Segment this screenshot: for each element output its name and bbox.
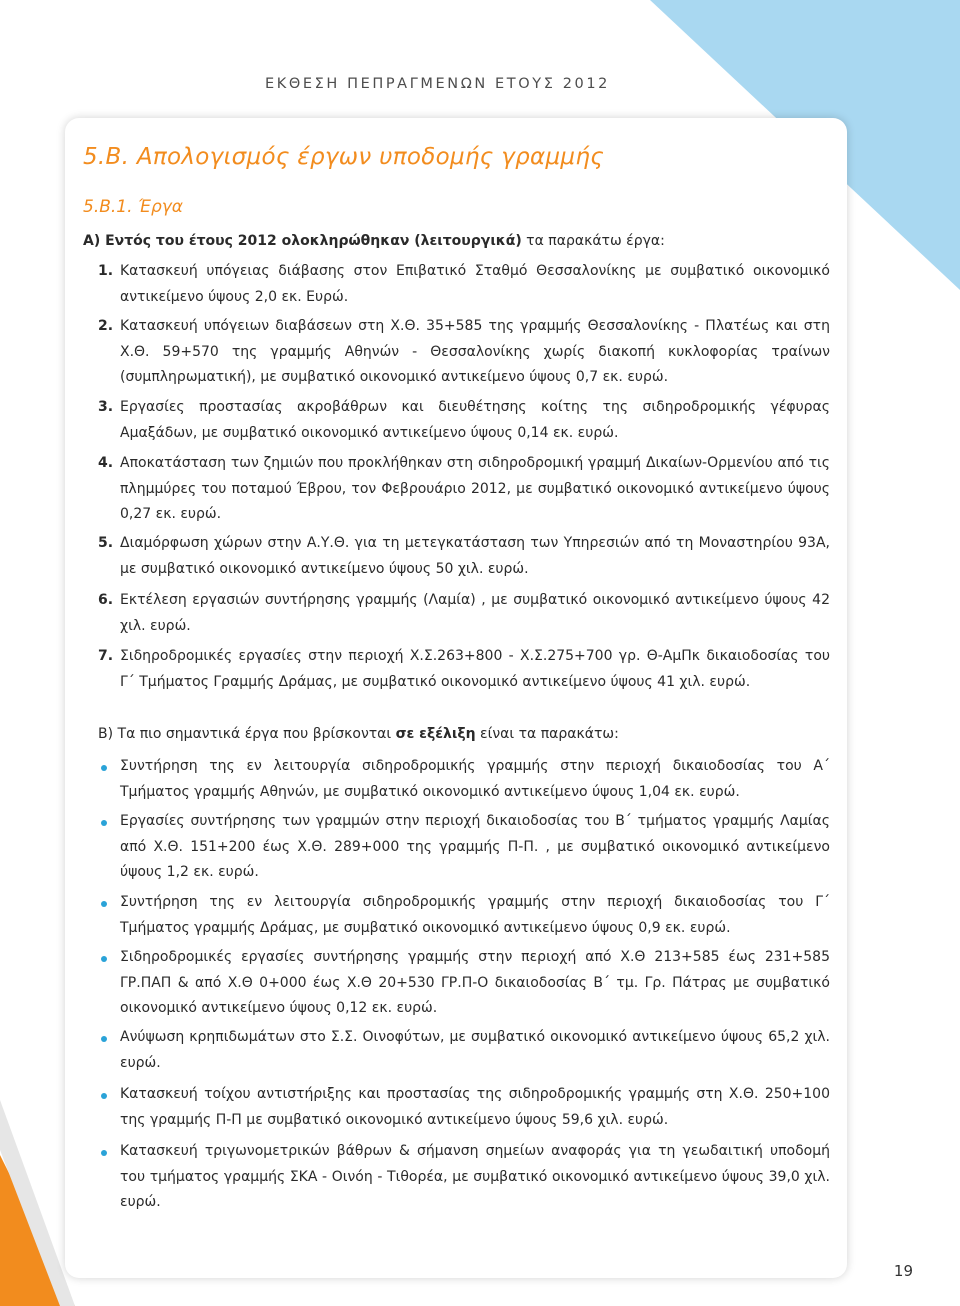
bullet-item: Σιδηροδρομικές εργασίες συντήρησης γραμμής στην περιοχή από Χ.Θ 213+585 έως 231+585 ΓΡ.ΠΑΠ & από Χ.Θ 0+000 έως Χ.Θ 20+530 ΓΡ.Π-Ο δικαιοδοσίας Β΄ τμ. Γρ. Πάτρας με συμβατικό οικονομικό αντικείμενο ύψους 0,12 εκ. ευρώ.	[98, 945, 830, 1022]
part-a-prefix: Α) Εντός του έτους 2012	[83, 233, 282, 249]
part-b-label: Β) Τα πιο σημαντικά έργα που βρίσκονται	[98, 726, 396, 742]
list-item: 2. Κατασκευή υπόγειων διαβάσεων στη Χ.Θ. 35+585 της γραμμής Θεσσαλονίκης - Πλατέως και στη Χ.Θ. 59+570 της γραμμής Αθηνών - Θεσσαλονίκης χωρίς διακοπή κυκλοφορίας τραίνων (συμπληρωματική), με συμβατικό οικονομικό αντικείμενο ύψους 0,7 εκ. ευρώ.	[98, 318, 830, 385]
bullet-item: Εργασίες συντήρησης των γραμμών στην περιοχή δικαιοδοσίας του Β΄ τμήματος γραμμής Λαμίας από Χ.Θ. 151+200 έως Χ.Θ. 289+000 της γραμμής Π-Π. , με συμβατικό οικονομικό αντικείμενο ύψους 1,2 εκ. ευρώ.	[98, 809, 830, 886]
page-number: 19	[893, 1262, 913, 1280]
bullet-item: Ανύψωση κρηπιδωμάτων στο Σ.Σ. Οινοφύτων, με συμβατικό οικονομικό αντικείμενο ύψους 65,2 χιλ. ευρώ.	[98, 1025, 830, 1076]
bullet-dot	[101, 1093, 107, 1099]
bullet-item: Κατασκευή τριγωνομετρικών βάθρων & σήμανση σημείων αναφοράς για τη γεωδαιτική υποδομή του τμήματος γραμμής ΣΚΑ - Οινόη - Τιθορέα, με συμβατικό οικονομικό αντικείμενο ύψους 39,0 χιλ. ευρώ.	[98, 1139, 830, 1216]
part-b-intro	[98, 722, 848, 747]
bullet-dot	[101, 820, 107, 826]
list-item: 7. Σιδηροδρομικές εργασίες στην περιοχή Χ.Σ.263+800 - Χ.Σ.275+700 γρ. Θ-ΑμΠκ δικαιοδοσίας του Γ΄ Τμήματος Γραμμής Δράμας, με συμβατικό οικονομικό αντικείμενο ύψους 41 χιλ. ευρώ.	[98, 648, 830, 690]
list-item: 6. Εκτέλεση εργασιών συντήρησης γραμμής (Λαμία) , με συμβατικό οικονομικό αντικείμενο ύψους 42 χιλ. ευρώ.	[98, 592, 830, 634]
bullet-dot	[101, 1036, 107, 1042]
bullet-dot	[101, 956, 107, 962]
bullet-item: Κατασκευή τοίχου αντιστήριξης και προστασίας της σιδηροδρομικής γραμμής στη Χ.Θ. 250+100 της γραμμής Π-Π με συμβατικό οικονομικό αντικείμενο ύψους 59,6 χιλ. ευρώ.	[98, 1082, 830, 1133]
list-item: 5. Διαμόρφωση χώρων στην Α.Υ.Θ. για τη μετεγκατάσταση των Υπηρεσιών από τη Μοναστηρίου 93Α, με συμβατικό οικονομικό αντικείμενο ύψους 50 χιλ. ευρώ.	[98, 535, 830, 577]
bullet-item: Συντήρηση της εν λειτουργία σιδηροδρομικής γραμμής στην περιοχή δικαιοδοσίας του Α΄ Τμήματος γραμμής Αθηνών, με συμβατικό οικονομικό αντικείμενο ύψους 1,04 εκ. ευρώ.	[98, 754, 830, 805]
list-item: 3. Εργασίες προστασίας ακροβάθρων και διευθέτησης κοίτης της σιδηροδρομικής γέφυρας Αμαξάδων, με συμβατικό οικονομικό αντικείμενο ύψους 0,14 εκ. ευρώ.	[98, 399, 830, 441]
part-a-intro	[83, 229, 833, 254]
part-a-suffix: τα παρακάτω έργα:	[521, 233, 665, 249]
part-b-suffix: είναι τα παρακάτω:	[475, 726, 619, 742]
report-header: ΕΚΘΕΣΗ ΠΕΠΡΑΓΜΕΝΩΝ ΕΤΟΥΣ 2012	[264, 76, 610, 92]
part-a-emphasis: ολοκληρώθηκαν (λειτουργικά)	[281, 233, 522, 249]
bullet-dot	[101, 901, 107, 907]
part-b-emphasis: σε εξέλιξη	[395, 726, 476, 742]
section-subtitle: 5.Β.1. Έργα	[83, 197, 183, 217]
list-item: 4. Αποκατάσταση των ζημιών που προκλήθηκαν στη σιδηροδρομική γραμμή Δικαίων-Ορμενίου από τις πλημμύρες του ποταμού Έβρου, τον Φεβρουάριο 2012, με συμβατικό οικονομικό αντικείμενο ύψους 0,27 εκ. ευρώ.	[98, 455, 830, 522]
bullet-dot	[101, 765, 107, 771]
list-item: 1. Κατασκευή υπόγειας διάβασης στον Επιβατικό Σταθμό Θεσσαλονίκης με συμβατικό οικονομικό αντικείμενο ύψους 2,0 εκ. Ευρώ.	[98, 263, 830, 305]
bullet-item: Συντήρηση της εν λειτουργία σιδηροδρομικής γραμμής στην περιοχή δικαιοδοσίας του Γ΄ Τμήματος γραμμής Δράμας, με συμβατικό οικονομικό αντικείμενο ύψους 0,9 εκ. ευρώ.	[98, 890, 830, 941]
section-title: 5.Β. Απολογισμός έργων υποδομής γραμμής	[83, 144, 605, 170]
bullet-dot	[101, 1150, 107, 1156]
